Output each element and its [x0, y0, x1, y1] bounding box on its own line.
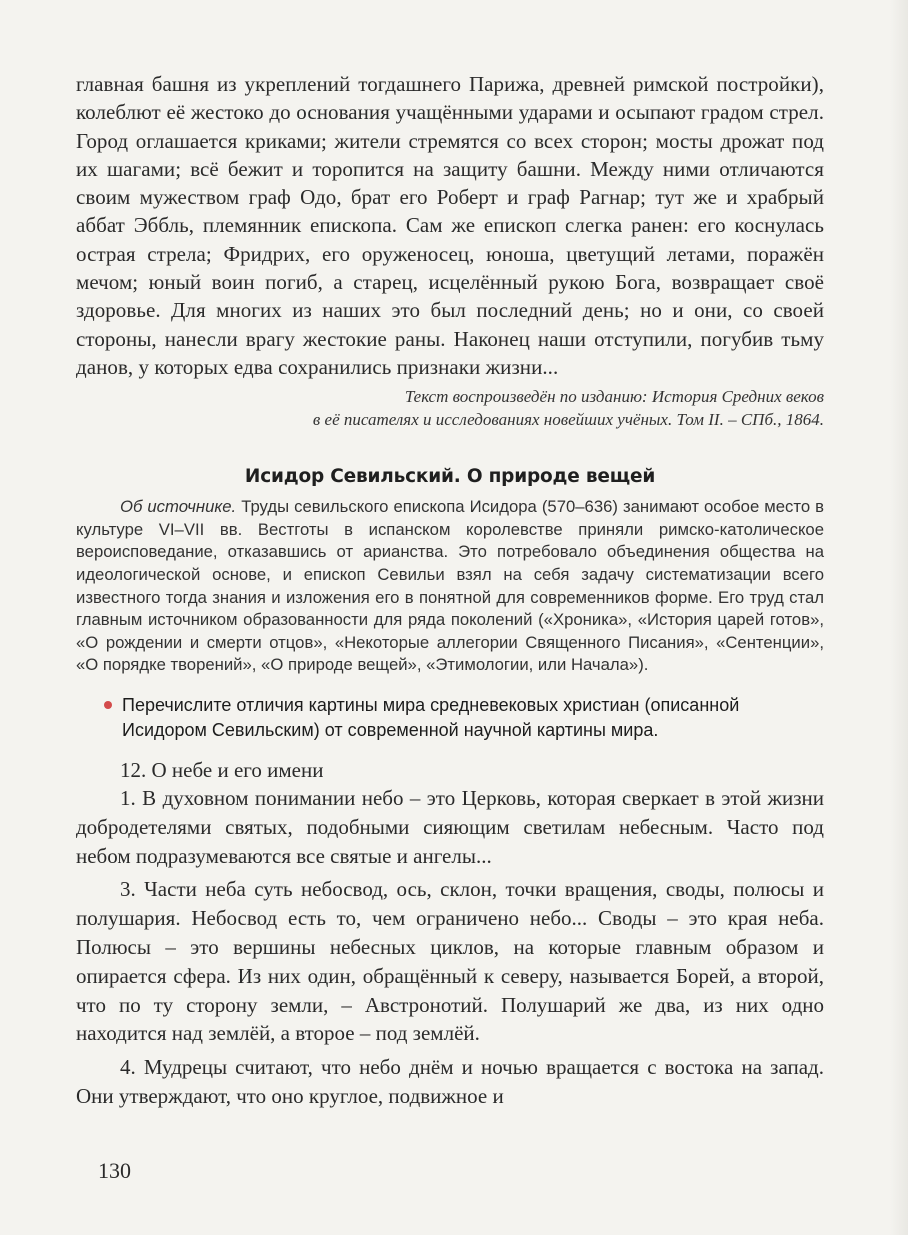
citation-line-1: Текст воспроизведён по изданию: История Средних веков — [404, 387, 824, 407]
intro-paragraph: главная башня из укреплений тогдашнего Парижа, древней римской постройки), колеблют её жестоко до основания учащёнными ударами и осыпают градом стрел. Город оглашается криками; жители стремятся со всех сторон; мосты дрожат под их шагами; всё бежит и торопится на защиту башни. Между ними отличаются своим мужеством граф Одо, брат его Роберт и граф Рагнар; тут же и храбрый аббат Эббль, племянник епископа. Сам же епископ слегка ранен: его коснулась острая стрела; Фридрих, его оруженосец, юноша, цветущий летами, поражён мечом; юный воин погиб, а старец, исцелённый рукою Бога, возвращает своё здоровье. Для многих из наших это был последний день; но и они, со своей стороны, нанесли врагу жестокие раны. Наконец наши отступили, погубив тьму данов, у которых едва сохранились признаки жизни... — [76, 72, 824, 379]
page-number: 130 — [98, 1158, 131, 1183]
paragraph-4: 4. Мудрецы считают, что небо днём и ночью вращается с востока на запад. Они утверждают, что оно круглое, подвижное и — [76, 1055, 824, 1108]
source-note-lead: Об источнике. — [120, 497, 237, 517]
paragraph-1: 1. В духовном понимании небо – это Церковь, которая сверкает в этой жизни добродетелями святых, подобными сияющим светилам небесным. Часто под небом подразумеваются все святые и ангелы... — [76, 786, 824, 868]
chapter-body — [76, 784, 824, 1111]
intro-text — [76, 70, 824, 381]
citation-line-2: в её писателях и исследованиях новейших учёных. Том II. – СПб., 1864. — [312, 410, 824, 430]
section-title: Исидор Севильский. О природе вещей — [244, 466, 656, 488]
book-page — [76, 70, 824, 1111]
assignment-question — [122, 693, 824, 743]
bullet-icon — [104, 701, 112, 709]
source-note — [76, 496, 824, 677]
page-edge-shadow — [890, 0, 908, 1235]
source-citation — [76, 385, 824, 431]
chapter-title: 12. О небе и его имени — [120, 758, 324, 783]
paragraph-3: 3. Части неба суть небосвод, ось, склон, точки вращения, своды, полюсы и полушария. Небосвод есть то, чем ограничено небо... Своды – это края неба. Полюсы – это вершины небесных циклов, на которые главным образом и опирается сфера. Из них один, обращённый к северу, называется Борей, а второй, что по ту сторону земли, – Австронотий. Полушарий же два, из них одно находится над землёй, а второе – под землёй. — [76, 877, 824, 1046]
question-text: Перечислите отличия картины мира средневековых христиан (описанной Исидором Севильским) от современной научной картины мира. — [122, 695, 740, 741]
source-note-text: Труды севильского епископа Исидора (570–636) занимают особое место в культуре VI–VII вв. Вестготы в испанском королевстве приняли римско-католическое вероисповедание, отказавшись от арианства. Это потребовало объединения общества на идеологической основе, и епископ Севильи взял на себя задачу систематизации всего известного тогда знания и изложения его в понятной для современников форме. Его труд стал главным источником образованности для ряда поколений («Хроника», «История царей готов», «О рождении и смерти отцов», «Некоторые аллегории Священного Писания», «Сентенции», «О порядке творений», «О природе вещей», «Этимологии, или Начала»). — [76, 497, 824, 675]
